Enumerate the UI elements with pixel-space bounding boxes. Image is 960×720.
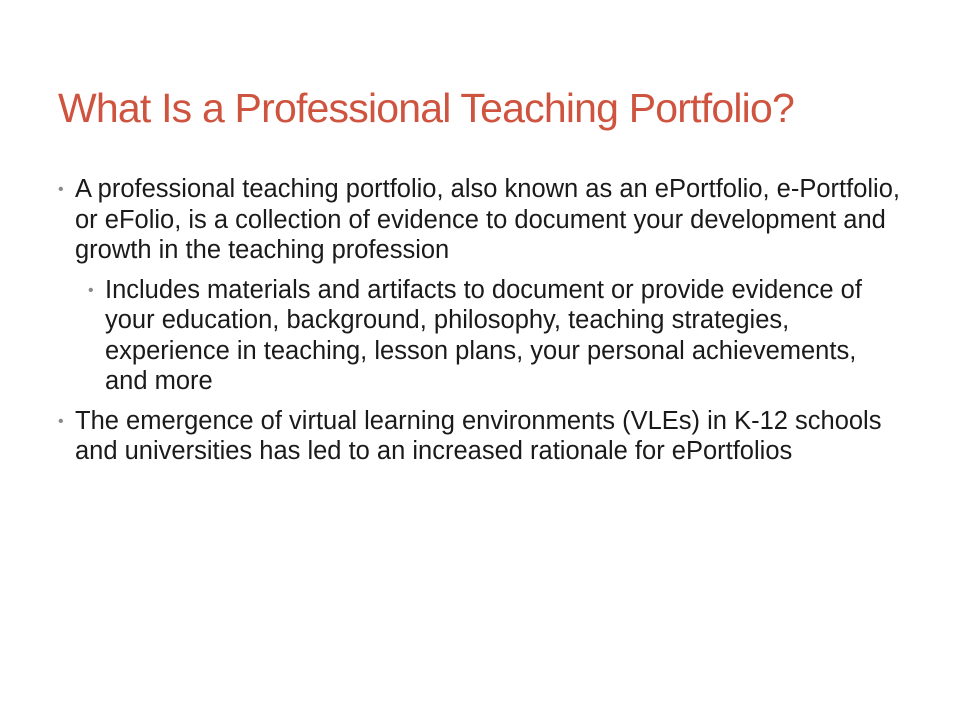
sub-bullet-item bbox=[88, 275, 905, 397]
bullet-text: The emergence of virtual learning environments (VLEs) in K-12 schools and universities has led to an increased rationale for ePortfolios bbox=[75, 406, 882, 465]
bullet-dot-icon: • bbox=[88, 281, 94, 299]
sub-bullet-text: Includes materials and artifacts to document or provide evidence of your education, background, philosophy, teaching strategies, experience in teaching, lesson plans, your personal achievements, and more bbox=[105, 275, 862, 395]
bullet-text: A professional teaching portfolio, also known as an ePortfolio, e-Portfolio, or eFolio, is a collection of evidence to document your development and growth in the teaching profession bbox=[75, 175, 900, 264]
bullet-item bbox=[58, 174, 905, 266]
slide-content bbox=[58, 174, 918, 467]
bullet-dot-icon: • bbox=[58, 181, 64, 198]
bullet-dot-icon: • bbox=[58, 412, 64, 430]
slide-title: What Is a Professional Teaching Portfolio? bbox=[58, 85, 794, 131]
bullet-item bbox=[58, 406, 905, 467]
